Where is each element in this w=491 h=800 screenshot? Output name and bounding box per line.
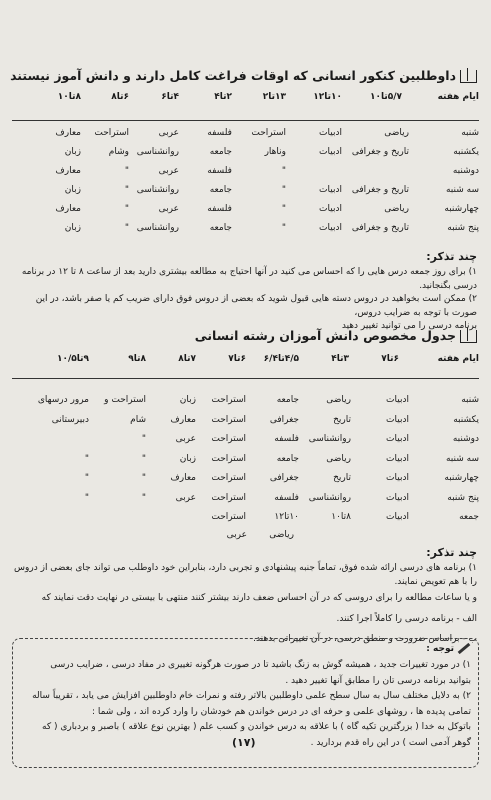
table-cell: تاریخ و جغرافی (351, 147, 409, 157)
header-cell: ۸تا۱۰ (57, 92, 81, 102)
table-cell: " (84, 473, 89, 483)
table-cell: استراحت (211, 434, 246, 444)
notes1-title: چند تذکر: (426, 250, 477, 263)
section2-heading (195, 328, 477, 343)
table-cell: معارف (170, 414, 196, 425)
page-number: (۱۷) (232, 736, 256, 749)
table-cell: ریاضی (269, 529, 294, 540)
table-cell: ریاضی (384, 128, 409, 138)
table-cell: استراحت (211, 414, 246, 425)
header-cell: ۷تا۸ (178, 354, 196, 364)
section1-rule (12, 120, 479, 121)
section2-title: جدول مخصوص دانش آموزان رشته انسانی (194, 328, 456, 343)
header-cell: ۶تا۷ (228, 354, 246, 364)
day-cell: دوشنبه (452, 434, 479, 444)
table-cell: ادبیات (386, 512, 409, 522)
table-cell: فلسفه (207, 166, 232, 176)
notes1-item: برنامه درسی را می توانید تغییر دهید (341, 321, 477, 331)
day-cell: یکشنبه (453, 414, 479, 425)
day-cell: پنج شنبه (447, 492, 479, 503)
section1-heading (10, 68, 477, 83)
table-cell: ادبیات (386, 453, 409, 464)
table-cell: استراحت (94, 128, 129, 138)
table-cell: فلسفه (207, 204, 232, 214)
table-cell: تاریخ (333, 414, 351, 425)
table-cell: ادبیات (319, 204, 342, 214)
attention-item: تمامی پدیده ها ، روشهای علمی و حرفه ای در درس خواندن هم خودشان را وارد کرده اند ، ولی شما : (91, 706, 471, 717)
table-cell: ادبیات (319, 185, 342, 195)
attention-item: ۱) در مورد تغییرات جدید ، همیشه گوش به زنگ باشید تا در صورت هرگونه تغییری در مفاد درسی ، ضرایب درسی (50, 660, 471, 670)
header-cell: ۳تا۴ (331, 354, 349, 364)
header-cell: ۶تا۸ (111, 92, 129, 102)
attention-item: بتوانید برنامه درسی تان را مطابق آنها تغییر دهید . (285, 675, 471, 686)
table-cell: تاریخ و جغرافی (351, 223, 409, 233)
table-cell: " (281, 223, 286, 233)
section1-title: داوطلبین کنکور انسانی که اوقات فراغت کامل دارند و دانش آموز نیستند (10, 68, 456, 83)
day-cell: دوشنبه (452, 166, 479, 176)
table-cell: شام (130, 414, 146, 425)
header-cell: ۱۰تا۱۲ (313, 92, 342, 102)
table-cell: " (281, 185, 286, 195)
table-cell: استراحت (251, 128, 286, 138)
table-cell: معارف (55, 166, 81, 176)
table-cell: وناهار (264, 147, 286, 157)
table-cell: " (141, 473, 146, 483)
notes2-item: و یا ساعات مطالعه را برای دروسی که در آن احساس ضعف دارند بیشتر کنند منتهی با بیستی در نهایت دقت نمایند که (41, 593, 477, 603)
table-cell: معارف (55, 204, 81, 214)
table-cell: زبان (179, 395, 196, 405)
header-cell: ۶تا۷ (381, 354, 399, 364)
table-cell: " (281, 204, 286, 214)
table-cell: جغرافی (269, 414, 299, 425)
table-cell: ادبیات (386, 434, 409, 444)
table-cell: جامعه (209, 185, 232, 195)
table-cell: عربی (175, 492, 196, 503)
table-cell: جغرافی (269, 473, 299, 483)
table-cell: عربی (158, 166, 179, 176)
attention-item: باتوکل به خدا ( بزرگترین تکیه گاه ) با علاقه به درس خواندن و کسب علم ( بهترین نوع علاقه ) باصبر و بردباری ( که (42, 722, 471, 732)
section1-table-header (12, 92, 479, 112)
table-cell: ریاضی (326, 453, 351, 464)
day-cell: سه شنبه (445, 185, 479, 195)
table-cell: ۸تا۱۰ (331, 512, 351, 522)
table-cell: فلسفه (274, 434, 299, 444)
table-cell: " (124, 204, 129, 214)
table-cell: " (84, 453, 89, 464)
table-cell: ادبیات (386, 473, 409, 483)
table-cell: روانشناسی (308, 434, 351, 444)
table-cell: عربی (158, 204, 179, 214)
table-cell: تاریخ و جغرافی (351, 185, 409, 195)
table-cell: " (141, 434, 146, 444)
header-cell: ۸تا۹ (128, 354, 146, 364)
day-cell: شنبه (461, 128, 479, 138)
table-cell: مرور درسهای (37, 395, 89, 405)
table-cell: ادبیات (386, 414, 409, 425)
table-cell: جامعه (209, 223, 232, 233)
table-cell: عربی (158, 128, 179, 138)
table-cell: " (141, 453, 146, 464)
notes2-item: الف - برنامه درسی را کاملاً اجرا کنند. (336, 613, 477, 624)
header-cell: ۲تا۴ (214, 92, 232, 102)
notes1-list (12, 266, 477, 334)
table-cell: ادبیات (386, 395, 409, 405)
table-cell: عربی (175, 434, 196, 444)
table-cell: " (281, 166, 286, 176)
table-cell: زبان (64, 185, 81, 195)
table-cell: " (124, 185, 129, 195)
notes2-item: ب - براساس ضرورت و منطق درسی، در آن تغییراتی بدهند. (253, 634, 477, 644)
table-cell: روانشناسی (136, 223, 179, 233)
section2-table-body (12, 395, 479, 545)
day-cell: شنبه (461, 395, 479, 405)
notes2-item: ۱) برنامه های درسی ارائه شده فوق، تماماً جنبه پیشنهادی و تجربی دارد، بنابراین خود داوطلب می تواند جای بعضی از دروس را با هم تعویض نمایند. (14, 563, 477, 587)
table-cell: ادبیات (319, 147, 342, 157)
day-cell: پنج شنبه (447, 223, 479, 233)
table-cell: معارف (170, 473, 196, 483)
table-cell: دبیرستانی (51, 414, 89, 425)
header-cell: ایام هفته (437, 92, 479, 102)
header-cell: ایام هفته (437, 354, 479, 364)
header-cell: ۴تا۶ (161, 92, 179, 102)
table-cell: فلسفه (207, 128, 232, 138)
table-cell: ریاضی (326, 395, 351, 405)
table-cell: ادبیات (319, 128, 342, 138)
table-cell: " (124, 166, 129, 176)
table-cell: ادبیات (386, 492, 409, 503)
notes1-item: ۲) ممکن است بخواهید در دروس دسته هایی قبول شوید که بعضی از دروس فوق دارای ضریب کم یا صفر باشد، در این صورت با توجه به ضرایب دروس، (35, 294, 477, 318)
section1-table-body (12, 128, 479, 248)
table-cell: استراحت (211, 512, 246, 522)
table-cell: " (141, 492, 146, 503)
attention-heading (426, 643, 471, 657)
day-cell: چهارشنبه (444, 204, 479, 214)
day-cell: یکشنبه (453, 147, 479, 157)
table-cell: روانشناسی (308, 492, 351, 503)
header-cell: ۴/۵تا۶/۴ (263, 354, 299, 364)
section2-table-header (12, 354, 479, 374)
table-cell: جامعه (209, 147, 232, 157)
table-cell: استراحت (211, 492, 246, 503)
book-icon (460, 330, 477, 343)
table-cell: استراحت (211, 473, 246, 483)
day-cell: سه شنبه (445, 453, 479, 464)
day-cell: جمعه (459, 512, 479, 522)
header-cell: ۵/۷تا۱۰ (369, 92, 402, 102)
section2-rule (12, 378, 479, 379)
table-cell: استراحت (211, 453, 246, 464)
pen-icon (458, 643, 471, 654)
table-cell: " (124, 223, 129, 233)
table-cell: استراحت و (104, 395, 146, 405)
table-cell: زبان (179, 453, 196, 464)
table-cell: معارف (55, 128, 81, 138)
table-cell: " (84, 492, 89, 503)
table-cell: جامعه (276, 395, 299, 405)
attention-item: ۲) به دلایل مختلف سال به سال سطح علمی داوطلبین بالاتر رفته و نمرات خام داوطلبین افزایش می یابد ، تقریباً ساله (32, 691, 471, 701)
table-cell: زبان (64, 147, 81, 157)
book-icon (460, 70, 477, 83)
table-cell: جامعه (276, 453, 299, 464)
notes2-title: چند تذکر: (426, 546, 477, 559)
table-cell: روانشناسی (136, 147, 179, 157)
table-cell: زبان (64, 223, 81, 233)
attention-item: گوهر آدمی است ) در این راه قدم بردارید . (310, 737, 471, 748)
table-cell: عربی (226, 529, 247, 540)
header-cell: ۹تا۱۰/۵ (56, 354, 89, 364)
header-cell: ۱۳تا۲ (262, 92, 286, 102)
table-cell: ادبیات (319, 223, 342, 233)
table-cell: روانشناسی (136, 185, 179, 195)
table-cell: تاریخ (333, 473, 351, 483)
table-cell: ۱۰تا۱۲ (274, 512, 299, 522)
table-cell: استراحت (211, 395, 246, 405)
table-cell: ریاضی (384, 204, 409, 214)
day-cell: چهارشنبه (444, 473, 479, 483)
table-cell: وشام (108, 147, 129, 157)
notes2-list (12, 562, 477, 647)
table-cell: فلسفه (274, 492, 299, 503)
attention-title: توجه : (426, 644, 454, 654)
notes1-item: ۱) برای روز جمعه درس هایی را که احساس می کنید در آنها احتیاج به مطالعه بیشتری دارید بعد از ساعت ۸ تا ۱۲ در برنامه درسی بگنجانید. (21, 267, 477, 291)
